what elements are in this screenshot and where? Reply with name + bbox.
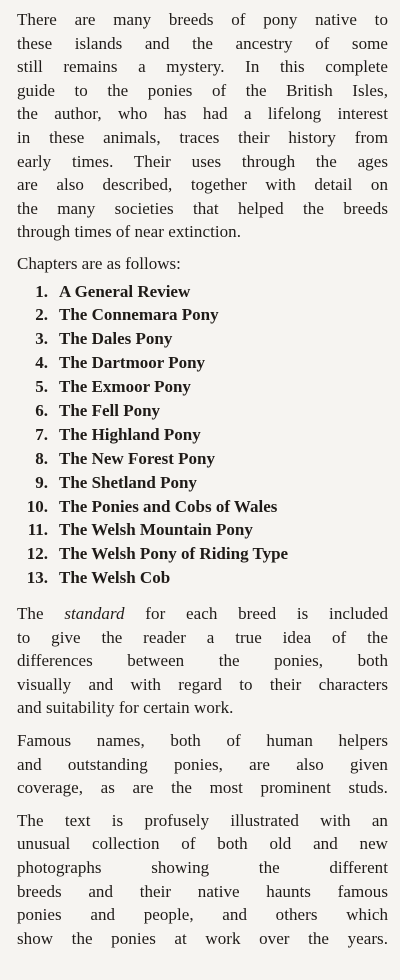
illustrations-line: ponies and people, and others which: [17, 905, 388, 925]
standard-line: and suitability for certain work.: [17, 698, 234, 718]
intro-line: the many societies that helped the breeds: [17, 198, 388, 218]
standard-line: [17, 602, 388, 626]
standard-line: to give the reader a true idea of the: [17, 627, 388, 647]
illustrations-line: breeds and their native haunts famous: [17, 881, 388, 901]
famous-line: coverage, as are the most prominent studs.: [17, 778, 388, 798]
chapter-title: The Shetland Pony: [59, 472, 197, 492]
chapter-title: The Dales Pony: [59, 329, 173, 349]
chapter-item: [17, 449, 388, 473]
chapter-number: 13.: [26, 568, 48, 588]
famous-line: and outstanding ponies, are also given: [17, 754, 388, 774]
chapter-title: The Ponies and Cobs of Wales: [59, 496, 278, 516]
chapter-item: [17, 568, 388, 592]
intro-line: the author, who has had a lifelong interest: [17, 104, 388, 124]
chapter-number: 9.: [35, 472, 48, 492]
intro-line: There are many breeds of pony native to: [17, 10, 388, 29]
chapter-title: The Welsh Cob: [59, 568, 171, 588]
chapter-title: The Welsh Pony of Riding Type: [59, 544, 289, 564]
illustrations-line: show the ponies at work over the years.: [17, 928, 388, 948]
chapter-item: [17, 520, 388, 544]
chapters-intro: Chapters are as follows:: [17, 253, 181, 273]
chapter-title: The Fell Pony: [59, 400, 161, 420]
intro-line: guide to the ponies of the British Isles,: [17, 80, 388, 100]
chapter-item: [17, 401, 388, 425]
intro-line: early times. Their uses through the ages: [17, 151, 388, 171]
chapter-item: [17, 544, 388, 568]
chapter-item: [17, 353, 388, 377]
illustrations-paragraph: [17, 809, 388, 951]
illustrations-line: unusual collection of both old and new: [17, 834, 388, 854]
intro-line: still remains a mystery. In this complete: [17, 57, 388, 77]
chapter-number: 6.: [35, 400, 48, 420]
standard-paragraph: [17, 602, 388, 720]
chapter-title: The Dartmoor Pony: [59, 353, 206, 373]
chapter-number: 12.: [26, 544, 48, 564]
standard-line: differences between the ponies, both: [17, 651, 388, 671]
standard-line-prefix: The: [17, 604, 65, 624]
intro-line: through times of near extinction.: [17, 222, 242, 242]
chapter-title: A General Review: [59, 281, 191, 301]
chapter-number: 4.: [35, 353, 48, 373]
chapter-number: 8.: [35, 448, 48, 468]
chapter-title: The New Forest Pony: [59, 448, 215, 468]
intro-line: are also described, together with detail on: [17, 175, 388, 195]
famous-paragraph: [17, 729, 388, 800]
chapter-item: [17, 425, 388, 449]
chapter-number: 2.: [35, 305, 48, 325]
chapter-number: 11.: [27, 520, 48, 540]
famous-line: Famous names, both of human helpers: [17, 731, 388, 751]
standard-emphasis: standard: [64, 604, 125, 624]
intro-line: in these animals, traces their history from: [17, 127, 388, 147]
chapter-title: The Welsh Mountain Pony: [59, 520, 253, 540]
intro-line: these islands and the ancestry of some: [17, 33, 388, 53]
chapter-item: [17, 473, 388, 497]
chapter-number: 7.: [35, 424, 48, 444]
chapter-item: [17, 497, 388, 521]
chapter-title: The Exmoor Pony: [59, 377, 191, 397]
chapter-number: 1.: [35, 281, 48, 301]
chapter-number: 10.: [26, 496, 48, 516]
standard-line-suffix: for each breed is included: [124, 604, 388, 624]
chapter-item: [17, 305, 388, 329]
chapter-number: 3.: [35, 329, 48, 349]
chapter-item: [17, 282, 388, 306]
illustrations-line: The text is profusely illustrated with an: [17, 810, 388, 830]
chapter-item: [17, 377, 388, 401]
intro-paragraph: [17, 8, 388, 244]
chapter-title: The Connemara Pony: [59, 305, 219, 325]
chapter-title: The Highland Pony: [59, 424, 201, 444]
chapter-number: 5.: [35, 377, 48, 397]
illustrations-line: photographs showing the different: [17, 858, 388, 878]
standard-line: visually and with regard to their characters: [17, 674, 388, 694]
chapter-list: [17, 282, 388, 593]
chapter-item: [17, 329, 388, 353]
